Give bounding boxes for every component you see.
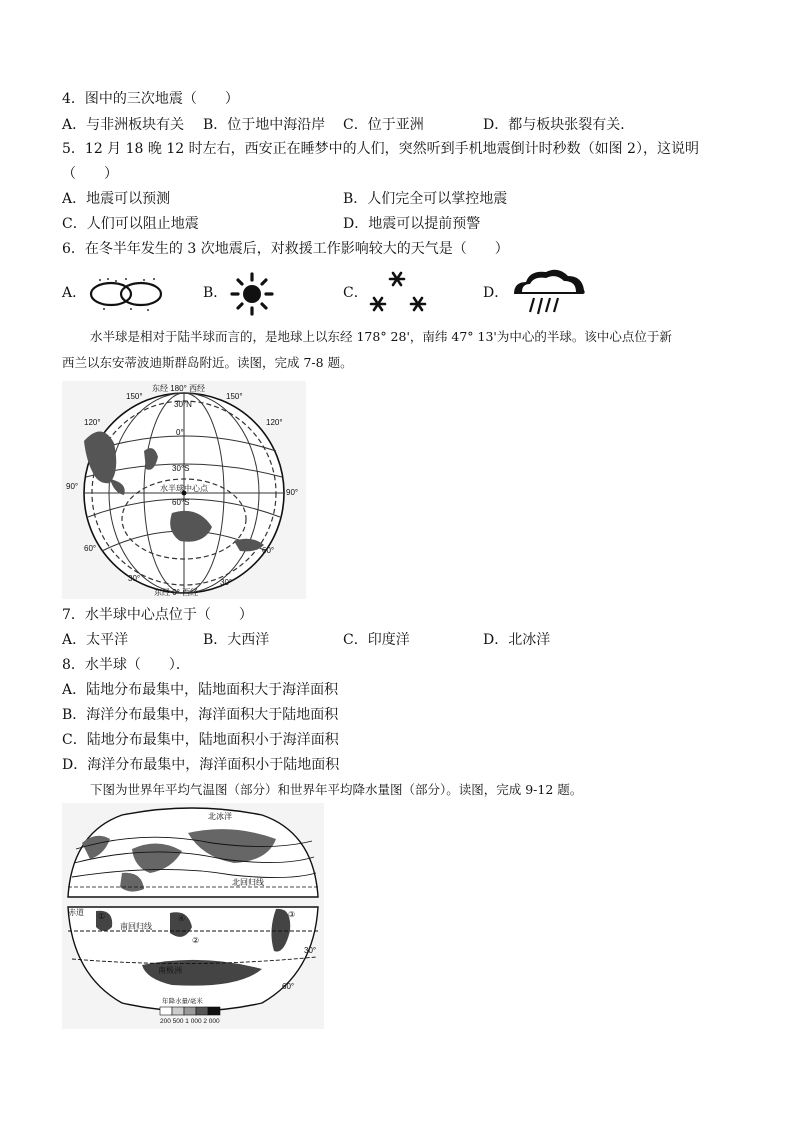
map1-label-l120: 120° bbox=[84, 418, 101, 427]
q5-option-c: C．人们可以阻止地震 bbox=[62, 216, 199, 232]
q4-option-d: D．都与板块张裂有关． bbox=[483, 117, 635, 133]
map1-label-r60: 60° bbox=[262, 546, 275, 555]
q7-option-d: D．北冰洋 bbox=[483, 632, 551, 648]
q4-option-b: B．位于地中海沿岸 bbox=[203, 117, 326, 133]
q7-stem: 7．水半球中心点位于（ ） bbox=[62, 607, 253, 623]
map1-label-l30: 30° bbox=[128, 574, 141, 583]
q5-option-b: B．人们完全可以掌控地震 bbox=[343, 191, 508, 207]
map1-label-r120: 120° bbox=[266, 418, 283, 427]
map2-marker-1: ① bbox=[98, 912, 106, 921]
water-hemisphere-map bbox=[62, 381, 306, 599]
map1-lat30s: 30°S bbox=[172, 464, 190, 473]
precip-legend-swatches bbox=[160, 1007, 220, 1015]
q6-option-b: B． bbox=[203, 285, 228, 301]
q7-option-a: A．太平洋 bbox=[62, 632, 129, 648]
q8-option-c: C．陆地分布最集中，陆地面积小于海洋面积 bbox=[62, 732, 339, 748]
thunderstorm-rain-icon bbox=[508, 264, 592, 316]
snow-weather-icon bbox=[367, 268, 429, 316]
q4-option-c: C．位于亚洲 bbox=[343, 117, 424, 133]
map2-tropic-s-label: 南回归线 bbox=[120, 922, 152, 931]
map1-lat0: 0° bbox=[176, 428, 184, 437]
map1-label-l150: 150° bbox=[126, 392, 143, 401]
q6-option-d: D． bbox=[483, 285, 509, 301]
map1-lat30n: 30°N bbox=[174, 400, 192, 409]
fog-weather-icon bbox=[86, 276, 170, 312]
q7-option-b: B．大西洋 bbox=[203, 632, 270, 648]
map1-label-l60: 60° bbox=[84, 544, 97, 553]
map1-label-r150: 150° bbox=[226, 392, 243, 401]
intro-9-12: 下图为世界年平均气温图（部分）和世界年平均降水量图（部分）。读图，完成 9-12 题。 bbox=[90, 782, 583, 797]
q5-option-a: A．地震可以预测 bbox=[62, 191, 171, 207]
q4-option-a: A．与非洲板块有关 bbox=[62, 117, 185, 133]
q6-option-a: A． bbox=[62, 285, 87, 301]
map2-arctic-label: 北冰洋 bbox=[208, 812, 232, 821]
map1-bottom-label: 东经 0° 西经 bbox=[154, 588, 199, 597]
map2-marker-3: ③ bbox=[288, 910, 296, 919]
map2-legend-values: 200 500 1 000 2 000 bbox=[160, 1018, 220, 1025]
q6-stem: 6．在冬半年发生的 3 次地震后，对救援工作影响较大的天气是（ ） bbox=[62, 241, 509, 257]
map1-lat60s: 60°S bbox=[172, 498, 190, 507]
map2-equator-label: 赤道 bbox=[68, 908, 84, 917]
q6-option-c: C． bbox=[343, 285, 368, 301]
q7-option-c: C．印度洋 bbox=[343, 632, 410, 648]
map2-lat30-label: 30° bbox=[304, 946, 317, 955]
map1-center-label: 水半球中心点 bbox=[160, 484, 208, 493]
map2-legend-title: 年降水量/毫米 bbox=[162, 998, 203, 1005]
map2-antarctic-label: 南极洲 bbox=[158, 966, 182, 975]
world-temp-precip-map bbox=[62, 803, 324, 1029]
map1-label-r90: 90° bbox=[286, 488, 299, 497]
q4-stem: 4．图中的三次地震（ ） bbox=[62, 91, 239, 107]
q5-paren: （ ） bbox=[62, 166, 118, 182]
map2-marker-2: ② bbox=[192, 936, 200, 945]
map2-lat60-label: 60° bbox=[282, 982, 295, 991]
map2-tropic-n-label: 北回归线 bbox=[232, 878, 264, 887]
map1-label-l90: 90° bbox=[66, 482, 79, 491]
q5-stem: 5．12 月 18 晚 12 时左右，西安正在睡梦中的人们，突然听到手机地震倒计时秒数（如图 2），这说明 bbox=[62, 141, 699, 157]
q8-option-b: B．海洋分布最集中，海洋面积大于陆地面积 bbox=[62, 707, 339, 723]
map1-label-r30: 30° bbox=[220, 578, 233, 587]
intro-7-8-line1: 水半球是相对于陆半球而言的，是地球上以东经 178° 28'，南纬 47° 13'为中心的半球。该中心点位于新 bbox=[90, 329, 672, 344]
intro-7-8-line2: 西兰以东安蒂波迪斯群岛附近。读图，完成 7-8 题。 bbox=[62, 355, 353, 370]
map2-marker-4: ④ bbox=[178, 914, 186, 923]
q5-option-d: D．地震可以提前预警 bbox=[343, 216, 481, 232]
q8-option-d: D．海洋分布最集中，海洋面积小于陆地面积 bbox=[62, 757, 340, 773]
q8-option-a: A．陆地分布最集中，陆地面积大于海洋面积 bbox=[62, 682, 339, 698]
sunny-weather-icon bbox=[228, 272, 276, 316]
map1-top-label: 东经 180° 西经 bbox=[152, 384, 205, 393]
q8-stem: 8．水半球（ ）． bbox=[62, 657, 190, 673]
